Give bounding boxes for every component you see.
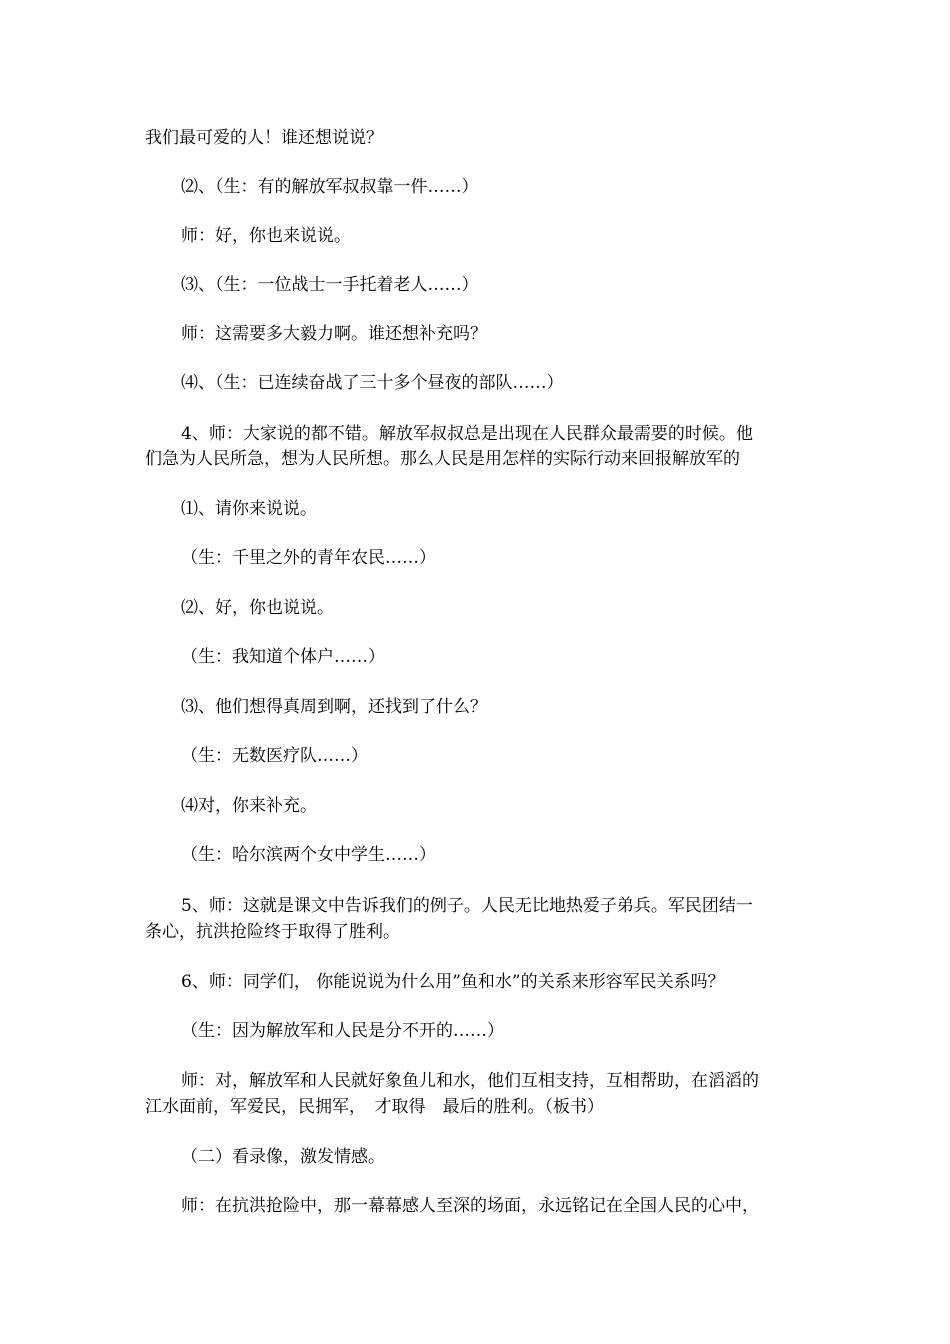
- text-line: ⑴、请你来说说。: [181, 499, 317, 519]
- text-line: （生：哈尔滨两个女中学生……）: [181, 845, 436, 865]
- text-line: ⑵、（生：有的解放军叔叔靠一件……）: [181, 177, 479, 197]
- text-line: （生：无数医疗队……）: [181, 746, 368, 766]
- text-line: （二）看录像，激发情感。: [181, 1147, 385, 1167]
- text-line: （生：因为解放军和人民是分不开的……）: [181, 1021, 504, 1041]
- text-line: 5、师：这就是课文中告诉我们的例子。人民无比地热爱子弟兵。军民团结一: [181, 896, 753, 916]
- text-line: 6、师：同学们， 你能说说为什么用”鱼和水”的关系来形容军民关系吗？: [181, 972, 725, 992]
- text-line: 师：这需要多大毅力啊。谁还想补充吗？: [181, 324, 487, 344]
- text-line: ⑶、（生：一位战士一手托着老人……）: [181, 275, 479, 295]
- text-line: 师：在抗洪抢险中，那一幕幕感人至深的场面，永远铭记在全国人民的心中，: [181, 1196, 759, 1216]
- text-line: 师：对，解放军和人民就好象鱼儿和水，他们互相支持，互相帮助，在滔滔的: [181, 1071, 759, 1091]
- text-line: 4、师：大家说的都不错。解放军叔叔总是出现在人民群众最需要的时候。他: [181, 424, 753, 444]
- text-line: ⑷、（生：已连续奋战了三十多个昼夜的部队……）: [181, 373, 564, 393]
- text-line: 条心，抗洪抢险终于取得了胜利。: [145, 922, 400, 942]
- text-line: ⑷对，你来补充。: [181, 796, 317, 816]
- text-line: （生：千里之外的青年农民……）: [181, 548, 436, 568]
- text-line: 我们最可爱的人！谁还想说说？: [145, 128, 383, 148]
- text-line: ⑶、他们想得真周到啊，还找到了什么？: [181, 697, 487, 717]
- text-line: 江水面前，军爱民，民拥军， 才取得 最后的胜利。（板书）: [145, 1097, 604, 1117]
- text-line: ⑵、好，你也说说。: [181, 598, 334, 618]
- text-line: 们急为人民所急，想为人民所想。那么人民是用怎样的实际行动来回报解放军的: [145, 449, 740, 469]
- text-line: （生：我知道个体户……）: [181, 647, 385, 667]
- text-line: 师：好，你也来说说。: [181, 226, 351, 246]
